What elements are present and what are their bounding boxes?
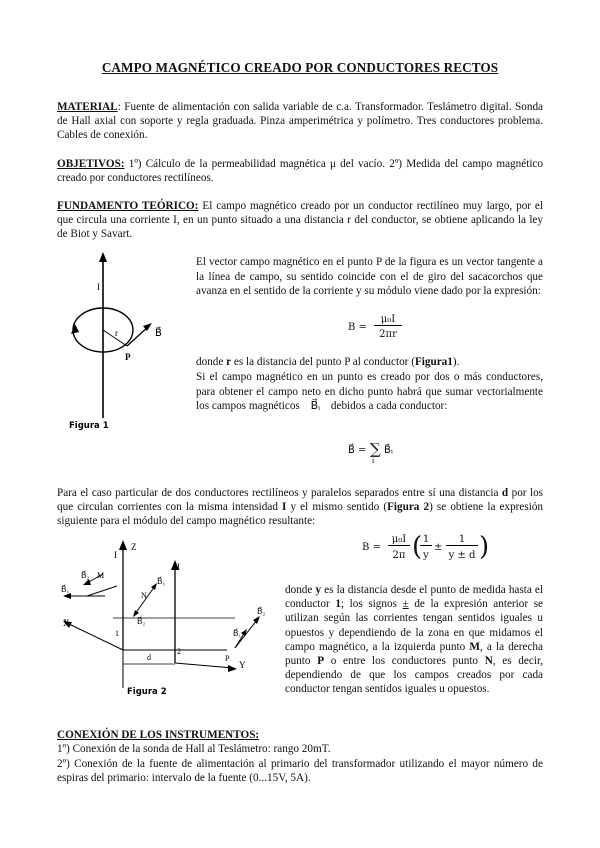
f2t-b3: M (469, 640, 480, 653)
eq3-frac2-den: y ± d (448, 550, 476, 561)
donde-r-mid: es la distancia del punto P al conductor ( (231, 356, 415, 368)
eq3-frac1-den: y (423, 550, 429, 561)
figura-2-caption: Figura 2 (127, 687, 167, 697)
f2t-b1: y (315, 584, 322, 596)
figura-1-caption: Figura 1 (69, 421, 109, 431)
fig2-b2-n-label: B⃗₂ (137, 617, 146, 626)
donde-r-pre: donde (196, 356, 227, 368)
dc-t3: y el mismo sentido ( (286, 501, 388, 514)
fundamento-label: FUNDAMENTO TEÓRICO: (57, 200, 199, 212)
material-label: MATERIAL (57, 101, 118, 113)
eq2-index: i (372, 457, 375, 465)
eq1-numerator: μ₀I (374, 314, 402, 326)
figura-1-diagram (57, 250, 187, 435)
f2t-t1: donde (285, 584, 316, 596)
fig2-current-1-label: I (114, 550, 117, 560)
dos-conductores-paragraph (57, 486, 543, 529)
fig2-x-label: X (63, 618, 70, 628)
eq3-paren-left: ( (412, 532, 423, 562)
fig2-y-label: Y (239, 660, 246, 670)
f2t-t2: es la distancia desde el punto de medida hasta el conductor (285, 584, 544, 611)
superposicion-paragraph (196, 370, 543, 414)
f2t-b5: N (484, 655, 493, 668)
fig2-b1-m-label: B⃗₁ (61, 585, 70, 594)
vector-paragraph: El vector campo magnético en el punto P de la figura es un vector tangente a la línea de campo, su sentido coincide con el de giro del sacacorchos que avanza en el sentido de la corriente y su módulo viene dado por la expresión: (196, 256, 543, 298)
f2t-t5: , a la derecha punto (285, 640, 543, 668)
f2t-t3: ; los signos (340, 598, 403, 611)
fig2-z-label: Z (131, 542, 137, 552)
objetivos-text: 1º) Cálculo de la permeabilidad magnética μ del vacío. 2º) Medida del campo magnético creado por conductores rectilíneos. (57, 158, 543, 185)
figura-1-field-label: B⃗ (155, 328, 162, 339)
equation-sum (348, 440, 408, 468)
f2t-t6: o entre los conductores punto (324, 655, 485, 668)
objetivos-paragraph (57, 157, 543, 185)
equation-single-conductor (348, 314, 408, 344)
fig2-conductor-2-label: 2 (177, 647, 181, 656)
eq3-pm: ± (434, 542, 443, 553)
objetivos-label: OBJETIVOS: (57, 158, 125, 170)
fundamento-text: El campo magnético creado por un conductor rectilíneo muy largo, por el que circula una corriente I, en un punto situado a una distancia r del conductor, se obtiene aplicando la ley de Biot y Savart. (57, 200, 544, 241)
superposicion-symbol: B⃗ᵢ (310, 400, 321, 413)
figura-1-r-label: r (115, 328, 118, 338)
eq3-frac2-num: 1 (446, 534, 478, 546)
donde-r-bold-r: r (226, 356, 232, 368)
eq3-frac1-num: 1 (420, 534, 432, 546)
fig2-distance-label: d (147, 653, 151, 662)
eq3-denominator: 2π (392, 550, 406, 561)
fig2-point-p-label: P (225, 654, 230, 663)
f2t-t4: de la expresión anterior se utilizan según las corrientes tengan sentidos iguales u opuestos y dependiendo de la zona en que midamos el campo magnético, a la izquierda punto (285, 598, 544, 653)
figura-2-diagram (57, 538, 282, 703)
equation-two-conductors (362, 532, 492, 570)
f2t-pm: ± (402, 598, 409, 611)
dc-t2: por los que circulan corrientes con la misma intensidad (57, 487, 544, 514)
eq3-paren-right: ) (479, 532, 490, 562)
eq3-lhs: B = (362, 542, 381, 553)
fig2-point-n-label: N (141, 591, 147, 600)
page-title: CAMPO MAGNÉTICO CREADO POR CONDUCTORES RECTOS (101, 60, 499, 75)
fig2-current-2-label: I (177, 562, 180, 572)
superposicion-text: Si el campo magnético en un punto es creado por dos o más conductores, para obtener el campo neto en dicho punto habrá que sumar vectorialmente los campos magnéticos (196, 371, 543, 413)
fig2-b1-n-label: B⃗₁ (157, 577, 166, 586)
donde-r-post: ). (452, 356, 460, 368)
conexion-item-2: 2º) Conexión de la fuente de alimentación al primario del transformador utilizando el mayor número de espiras del primario: intervalo de la fuente (0...15V, 5A). (57, 758, 543, 785)
f2t-b4: P (317, 655, 325, 668)
fig2-b2-m-label: B⃗₂ (81, 571, 90, 580)
eq2-rhs: B⃗ᵢ (384, 445, 393, 456)
figura-1-current-label: I (97, 282, 100, 292)
fig2-b2-p-label: B⃗₂ (257, 607, 266, 616)
fundamento-paragraph (57, 199, 543, 242)
conexion-item-1: 1º) Conexión de la sonda de Hall al Teslámetro: rango 20mT. (57, 743, 331, 755)
fig2-point-m-label: M (97, 571, 105, 580)
eq3-numerator: μ₀I (388, 534, 410, 546)
dc-b1: d (501, 487, 509, 499)
donde-r-figura: Figura1 (414, 356, 453, 368)
dc-b2: I (282, 501, 287, 514)
material-text: : Fuente de alimentación con salida variable de c.a. Transformador. Teslámetro digital. Sonda de Hall axial con soporte y regla graduada. Pinza amperimétrica y polímetro. Tres conductores problema. Cables de conexión. (57, 101, 543, 142)
f2t-b2: 1 (335, 598, 341, 611)
fig2-b1-p-label: B⃗₁ (233, 629, 242, 638)
dc-t1: Para el caso particular de dos conductores rectilíneos y paralelos separados entre sí una distancia (57, 487, 502, 499)
figura-1-point-label: P (125, 352, 131, 362)
superposicion-tail: debidos a cada conductor: (330, 400, 448, 413)
dc-b3: Figura 2 (387, 501, 430, 514)
eq1-lhs: B = (348, 322, 367, 333)
eq2-lhs: B⃗ = (348, 445, 367, 456)
dc-t4: ) se obtiene la expresión siguiente para el módulo del campo magnético resultante: (57, 501, 544, 528)
f2t-t7: , es decir, dependiendo de que los campos creados por cada conductor tengan sentidos iguales u opuestos. (285, 655, 544, 696)
figura-2-explanation (285, 583, 543, 697)
material-paragraph (57, 100, 543, 143)
eq2-sum: ∑ (370, 440, 381, 458)
eq1-denominator: 2πr (379, 329, 397, 340)
fig2-conductor-1-label: 1 (115, 629, 119, 638)
conexion-heading: CONEXIÓN DE LOS INSTRUMENTOS: (57, 729, 260, 741)
donde-r-paragraph (196, 355, 543, 370)
